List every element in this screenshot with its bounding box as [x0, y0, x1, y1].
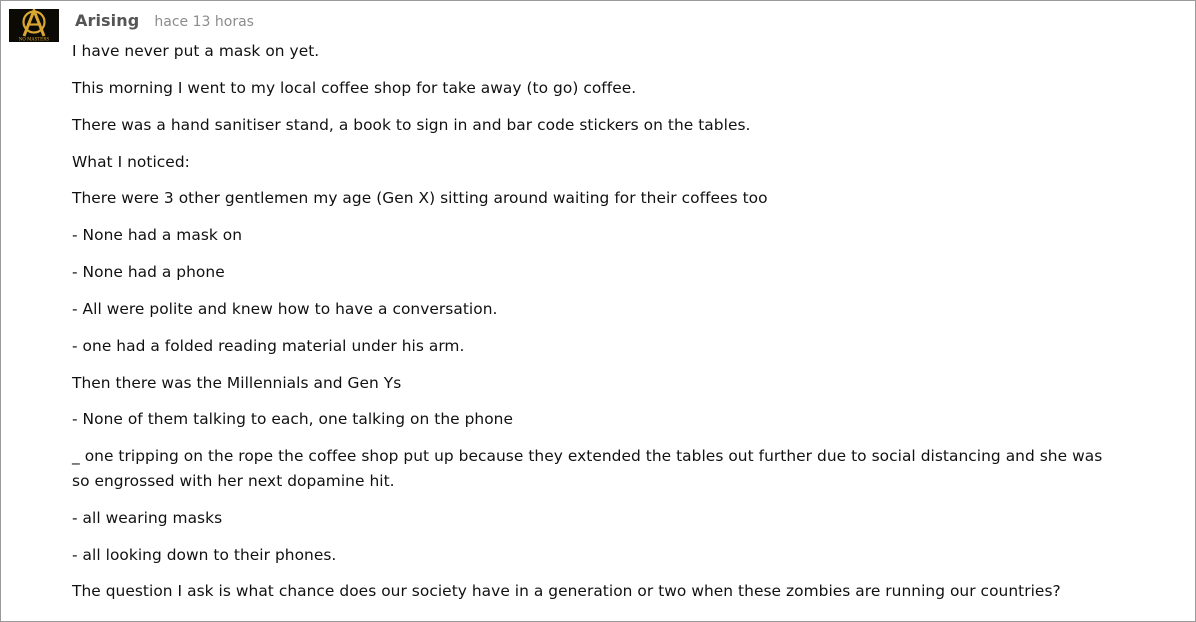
- comment-paragraph: - All were polite and knew how to have a conversation.: [72, 300, 498, 318]
- comment-paragraph: Then there was the Millennials and Gen Ys: [72, 374, 402, 392]
- comment-timestamp[interactable]: hace 13 horas: [154, 14, 254, 30]
- avatar-caption: NO MASTERS: [18, 36, 50, 42]
- avatar[interactable]: [9, 9, 59, 42]
- author-name[interactable]: Arising: [75, 11, 140, 30]
- anarchy-logo-icon: [9, 9, 59, 42]
- comment-paragraph: - all looking down to their phones.: [72, 546, 337, 564]
- comment-paragraph: What I noticed:: [72, 153, 190, 171]
- comment-paragraph: The question I ask is what chance does our society have in a generation or two when these zombies are running our countries?: [72, 582, 1061, 600]
- comment-paragraph: I have never put a mask on yet.: [72, 42, 320, 60]
- comment-paragraph: This morning I went to my local coffee shop for take away (to go) coffee.: [72, 79, 637, 97]
- comment-paragraph: There were 3 other gentlemen my age (Gen X) sitting around waiting for their coffees too: [72, 189, 768, 207]
- comment-paragraph: - None of them talking to each, one talking on the phone: [72, 410, 514, 428]
- comment-header: [75, 11, 254, 33]
- comment-paragraph: _ one tripping on the rope the coffee shop put up because they extended the tables out further due to social distancing and she was so engrossed with her next dopamine hit.: [72, 447, 1103, 490]
- comment-paragraph: - all wearing masks: [72, 509, 223, 527]
- comment-paragraph: There was a hand sanitiser stand, a book to sign in and bar code stickers on the tables.: [72, 116, 751, 134]
- comment-paragraph: - None had a phone: [72, 263, 225, 281]
- comment-paragraph: - None had a mask on: [72, 226, 243, 244]
- comment-paragraph: - one had a folded reading material under his arm.: [72, 337, 465, 355]
